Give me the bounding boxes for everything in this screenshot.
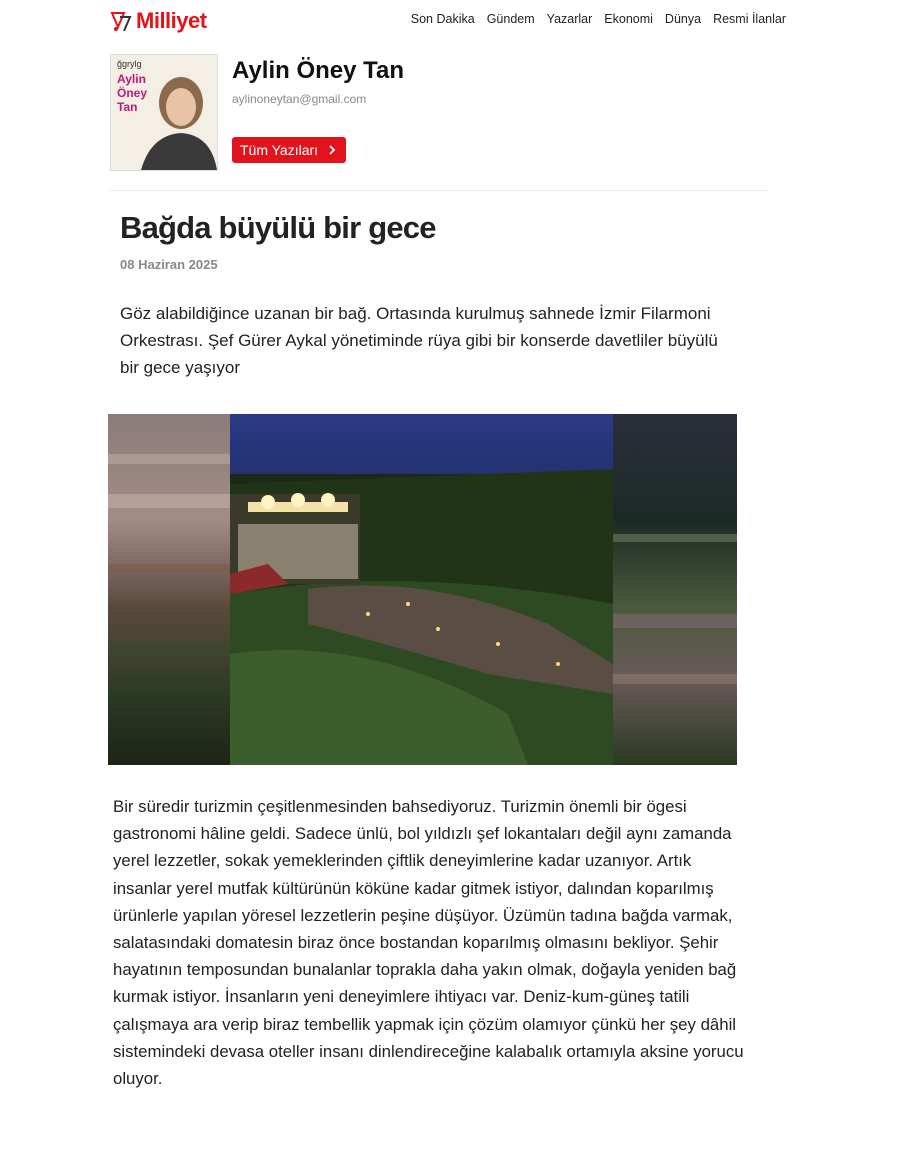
nav-item-gundem[interactable]: Gündem (486, 12, 535, 26)
nav-item-ekonomi[interactable]: Ekonomi (604, 12, 653, 26)
article-lead: Göz alabildiğince uzanan bir bağ. Ortasında kurulmuş sahnede İzmir Filarmoni Orkestrası. Şef Gürer Aykal yönetiminde rüya gibi bir konserde davetliler büyülü bir gece yaşıyor (120, 304, 718, 377)
all-posts-label: Tüm Yazıları (240, 142, 319, 158)
chevron-right-icon (328, 142, 336, 158)
svg-text:ğgrylg: ğgrylg (117, 59, 142, 69)
milliyet-logo-icon (110, 9, 132, 33)
author-email[interactable]: aylinoneytan@gmail.com (232, 92, 367, 106)
nav-item-dunya[interactable]: Dünya (664, 12, 702, 26)
author-name[interactable]: Aylin Öney Tan (232, 57, 405, 84)
top-navbar (0, 0, 900, 44)
article-hero-image[interactable] (108, 414, 737, 765)
main-nav (411, 12, 786, 26)
article-title: Bağda büyülü bir gece (120, 210, 436, 245)
svg-text:Öney: Öney (117, 86, 148, 100)
article-body: Bir süredir turizmin çeşitlenmesinden bahsediyoruz. Turizmin önemli bir ögesi gastronomi hâline geldi. Sadece ünlü, bol yıldızlı şef lokantaları değil aynı zamanda yerel lezzetler, sokak yemeklerinden çiftlik deneyimlerine kadar uzanıyor. Artık insanlar yerel mutfak kültürünün köküne kadar gitmek istiyor, dalından koparılmış ürünlerle yapılan yöresel lezzetlerin peşine düşüyor. Üzümün tadına bağda varmak, salatasındaki domatesin biraz önce bostandan koparılmış olmasını bekliyor. Şehir hayatının temposundan bunalanlar toprakla daha yakın olmak, doğayla yeniden bağ kurmak istiyor. İnsanların yeni deneyimlere ihtiyacı var. Deniz-kum-güneş tatili çalışmaya ara verip biraz tembellik yapmak için çözüm olamıyor çünkü her şey dâhil sistemindeki devasa oteller insanı dinlendireceğine kalabalık ortamıyla aksine yorucu oluyor. (113, 797, 744, 1089)
author-avatar[interactable] (110, 54, 218, 171)
author-card (110, 54, 768, 172)
article-date: 08 Haziran 2025 (120, 257, 218, 272)
all-posts-button[interactable] (232, 137, 346, 163)
milliyet-logo[interactable] (110, 7, 207, 35)
nav-item-son-dakika[interactable]: Son Dakika (410, 12, 475, 26)
nav-item-yazarlar[interactable]: Yazarlar (546, 12, 593, 26)
nav-item-resmi-ilanlar[interactable]: Resmi İlanlar (713, 12, 786, 26)
svg-text:Aylin: Aylin (117, 72, 146, 86)
svg-text:Tan: Tan (117, 100, 138, 114)
milliyet-logo-text: Milliyet (136, 8, 207, 33)
section-divider (110, 190, 768, 191)
